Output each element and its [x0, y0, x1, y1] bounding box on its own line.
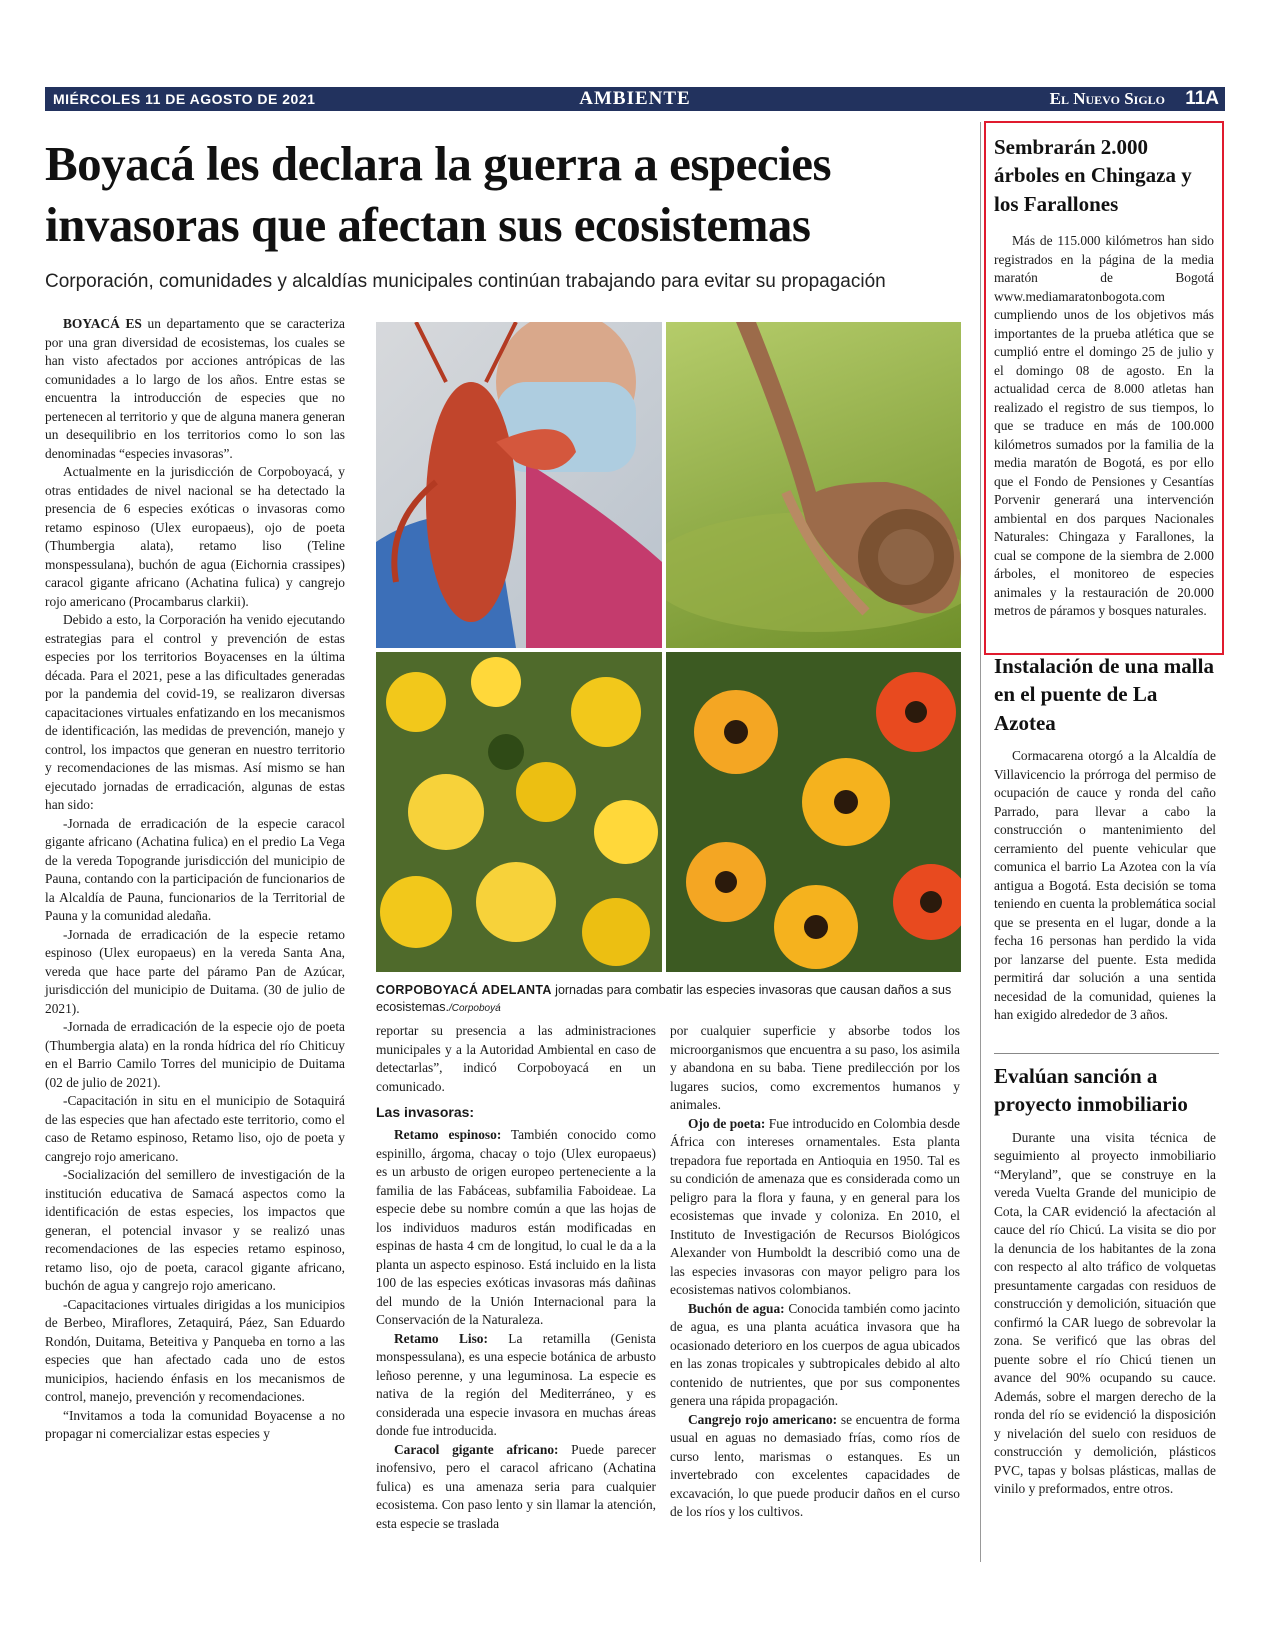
paragraph: -Capacitación in situ en el municipio de Sotaquirá de las especies que han afectado este territorio, como el caso de Retamo espinoso, Retamo liso, ojo de poeta y cangrejo rojo americano.	[45, 1093, 345, 1164]
paragraph: -Jornada de erradicación de la especie retamo espinoso (Ulex europaeus) en la vereda Santa Ana, vereda que hace parte del páramo Pan de Azúcar, jurisdicción del municipio de Duitama. (30 de julio de 2021).	[45, 926, 345, 1016]
brief-title: Evalúan sanción a proyecto inmobiliario	[994, 1064, 1188, 1117]
brief-title: Sembrarán 2.000 árboles en Chingaza y los Farallones	[994, 135, 1192, 216]
page-number: 11A	[1185, 88, 1219, 109]
brief-title: Instalación de una malla en el puente de La Azotea	[994, 654, 1214, 735]
gorse-photo	[376, 652, 662, 972]
species-entry: Ojo de poeta: Fue introducido en Colombia desde África con intereses ornamentales. Esta planta trepadora fue reportada en Antioquia en 1950. Tal es su condición de amenaza que es considerada como un peligro para la flora y fauna, y en general para los ecosistemas que invade y coloniza. En 2010, el Instituto de Investigación de Recursos Biológicos Alexander von Humboldt la describió como una de las especies invasoras con mayor peligro para los ecosistemas nativos colombianos.	[670, 1115, 960, 1297]
brief-azotea	[994, 652, 1216, 1025]
paragraph: Actualmente en la jurisdicción de Corpoboyacá, y otras entidades de nivel nacional se ha detectado la presencia de 6 especies exóticas o invasoras como retamo espinoso (Ulex europaeus), ojo de poeta (Thumbergia alata), retamo liso (Teline monspessulana), buchón de agua (Eichornia crassipes) caracol gigante africano (Achatina fulica) y cangrejo rojo americano (Procambarus clarkii).	[45, 464, 345, 609]
page-header-bar	[45, 87, 1225, 111]
section-title: AMBIENTE	[579, 88, 691, 109]
paragraph: “Invitamos a toda la comunidad Boyacense a no propagar ni comercializar estas especies y	[45, 1407, 345, 1441]
brief-chingaza	[994, 133, 1214, 621]
snail-photo	[666, 322, 961, 648]
issue-date: MIÉRCOLES 11 DE AGOSTO DE 2021	[53, 91, 316, 107]
article-column-2	[376, 1022, 656, 1533]
photo-credit: /Corpoboyá	[448, 1002, 501, 1014]
brief-body: Durante una visita técnica de seguimiento al proyecto inmobiliario “Meryland”, que se construye en la vereda Vuelta Grande del municipio de Cota, la CAR evidenció la afectación al cauce del río Chicú. La visita se dio por la denuncia de los habitantes de la zona con respecto al alto tráfico de volquetas presuntamente cargadas con residuos de construcción y demolición, situación que confirmó la CAR luego de sobrevolar la zona. Se verificó que las obras del puente sobre el río Chicú tienen un avance del 90% ocupando su cauce. Además, sobre el margen derecho de la ronda del río se evidenció la disposición y nivelación del suelo con residuos de construcción y demolición, plásticos PVC, tapas y bolsas plásticas, mallas de vinilo y preformados, entre otros.	[994, 1129, 1216, 1497]
newspaper-name: El Nuevo Siglo	[1049, 89, 1165, 108]
crayfish-photo	[376, 322, 662, 648]
brief-body: Más de 115.000 kilómetros han sido registrados en la página de la media maratón de Bogotá www.mediamaratonbogota.com cumpliendo unos de los objetivos más importantes de la prueba atlética que se cumplió entre el domingo 25 de julio y el domingo 08 de agosto. En la actualidad cerca de 8.000 atletas han realizado el registro de sus tiempos, lo que se traduce en más de 100.000 kilómetros sumados por la familia de la media maratón de Bogotá, es por ello que el Fondo de Pensiones y Cesantías Porvenir generará una intervención ambiental en dos parques Nacionales Naturales: Chingaza y Farallones, la cual se compone de la siembra de 2.000 árboles, el monitoreo de especies animales y la restauración de 20.000 metros de páramos y bosques naturales.	[994, 233, 1214, 619]
paragraph: BOYACÁ ES un departamento que se caracteriza por una gran diversidad de ecosistemas, los cuales se han visto afectados por acciones antrópicas de las comunidades a lo largo de los años. Entre estas se encuentra la introducción de especies que no pertenecen al territorio y que de alguna manera generan un desequilibrio en los territorios como lo son las denominadas “especies invasoras”.	[45, 316, 346, 461]
paragraph: -Jornada de erradicación de la especie ojo de poeta (Thumbergia alata) en la ronda hídrica del río Chiticuy en el Barrio Camilo Torres del municipio de Duitama (02 de julio de 2021).	[45, 1019, 345, 1090]
species-entry: Cangrejo rojo americano: se encuentra de forma usual en aguas no demasiado frías, como ríos de curso lento, marismas o estanques. Es un invertebrado con excelentes capacidades de excavación, lo que puede producir daños en el curso de los ríos y los cultivos.	[670, 1411, 960, 1519]
species-entry: Retamo Liso: La retamilla (Genista monspessulana), es una especie botánica de arbusto leñoso perenne, y una leguminosa. La especie es nativa de la región del Mediterráneo, y es considerada una especie invasora en muchas áreas donde fue introducida.	[376, 1330, 657, 1438]
species-entry: Buchón de agua: Conocida también como jacinto de agua, es una planta acuática invasora que ha ocasionado deterioro en los cuerpos de agua ubicados en las zonas tropicales y subtropicales debido al alto contenido de nutrientes, que por sus componentes genera una rápida propagación.	[670, 1300, 960, 1408]
paragraph: -Socialización del semillero de investigación de la institución educativa de Samacá aspectos como la identificación de estas especies, los impactos que generan, el potencial invasor y se realizó unas recomendaciones de las especies retamo espinoso, retamo liso, ojo de poeta, caracol gigante africano, buchón de agua y cangrejo rojo americano.	[45, 1167, 345, 1293]
brief-body: Cormacarena otorgó a la Alcaldía de Villavicencio la prórroga del permiso de ocupación de cauce y ronda del caño Parrado, para llevar a cabo la construcción o mantenimiento del cerramiento del puente vehicular que comunica el barrio La Azotea con la vía antigua a Bogotá. Esta decisión se toma teniendo en cuenta la problemática social que se presenta en el lugar, donde a la fecha 16 personas han perdido la vida por lanzarse del puente. Esta medida permitirá dar solución a una sentida necesidad de la comunidad, quienes la han exigido alrededor de 3 años.	[994, 748, 1216, 1023]
species-entry: Retamo espinoso: También conocido como espinillo, árgoma, chacay o tojo (Ulex europaeus) es un arbusto de origen europeo perteneciente a la familia de las Fabáceas, subfamilia Faboideae. La especie debe su nombre común a que las hojas de los individuos maduros están modificadas en espinas de hasta 4 cm de longitud, lo cual le da a la planta un aspecto espinoso. Está incluido en la lista 100 de las especies exóticas invasoras más dañinas del mundo de la Unión Internacional para la Conservación de la Naturaleza.	[376, 1127, 657, 1327]
photo-collage	[376, 322, 961, 972]
paragraph: reportar su presencia a las administraciones municipales y a la Autoridad Ambiental en caso de detectarlas”, indicó Corpoboyacá en un comunicado.	[376, 1023, 656, 1094]
paragraph: -Capacitaciones virtuales dirigidas a los municipios de Berbeo, Miraflores, Zetaquirá, Páez, San Eduardo Rondón, Duitama, Beteitiva y Panqueba en torno a las especies que han afectado cada uno de estos municipios, haciendo énfasis en los mecanismos de control, manejo, prevención y recomendaciones.	[45, 1296, 345, 1404]
paragraph: por cualquier superficie y absorbe todos los microorganismos que encuentra a su paso, los asimila y abandona en su baba. Tiene predilección por los lugares sucios, como excrementos humanos y animales.	[670, 1023, 960, 1112]
article-column-3	[670, 1022, 960, 1522]
subsection-heading: Las invasoras:	[376, 1104, 475, 1120]
species-entry: Caracol gigante africano: Puede parecer inofensivo, pero el caracol africano (Achatina fulica) es una amenaza seria para cualquier ecosistema. Con paso lento y sin llamar la atención, esta especie se traslada	[376, 1441, 656, 1531]
brief-inmobiliario	[994, 1062, 1216, 1499]
main-subhead: Corporación, comunidades y alcaldías municipales continúan trabajando para evitar su propagación	[45, 271, 886, 292]
flower-photo	[666, 652, 961, 972]
brief-divider	[994, 1053, 1219, 1054]
paragraph: -Jornada de erradicación de la especie caracol gigante africano (Achatina fulica) en el predio La Vega de la vereda Topogrande jurisdicción del municipio de Pauna, contando con la participación de funcionarios de la Alcaldía de Pauna, funcionarios de la Territorial de Pauna y la comunidad aledaña.	[45, 815, 345, 923]
column-divider	[980, 122, 981, 1562]
photo-caption: CORPOBOYACÁ ADELANTA jornadas para combatir las especies invasoras que causan daños a sus ecosistemas./Corpoboyá	[376, 983, 952, 1014]
main-headline: Boyacá les declara la guerra a especies invasoras que afectan sus ecosistemas	[45, 136, 832, 253]
article-column-1	[45, 315, 345, 1444]
paragraph: Debido a esto, la Corporación ha venido ejecutando estrategias para el control y prevención de estas especies por los territorios Boyacenses en la última década. Para el 2021, pese a las dificultades generadas por la pandemia del covid-19, se realizaron diversas capacitaciones virtuales enfatizando en los mecanismos de identificación, las medidas de prevención, manejo y control, los impactos que generan en nuestro territorio y recomendaciones de las mismas. Así mismo se han ejecutado jornadas de erradicación, algunas de estas han sido:	[45, 612, 345, 812]
